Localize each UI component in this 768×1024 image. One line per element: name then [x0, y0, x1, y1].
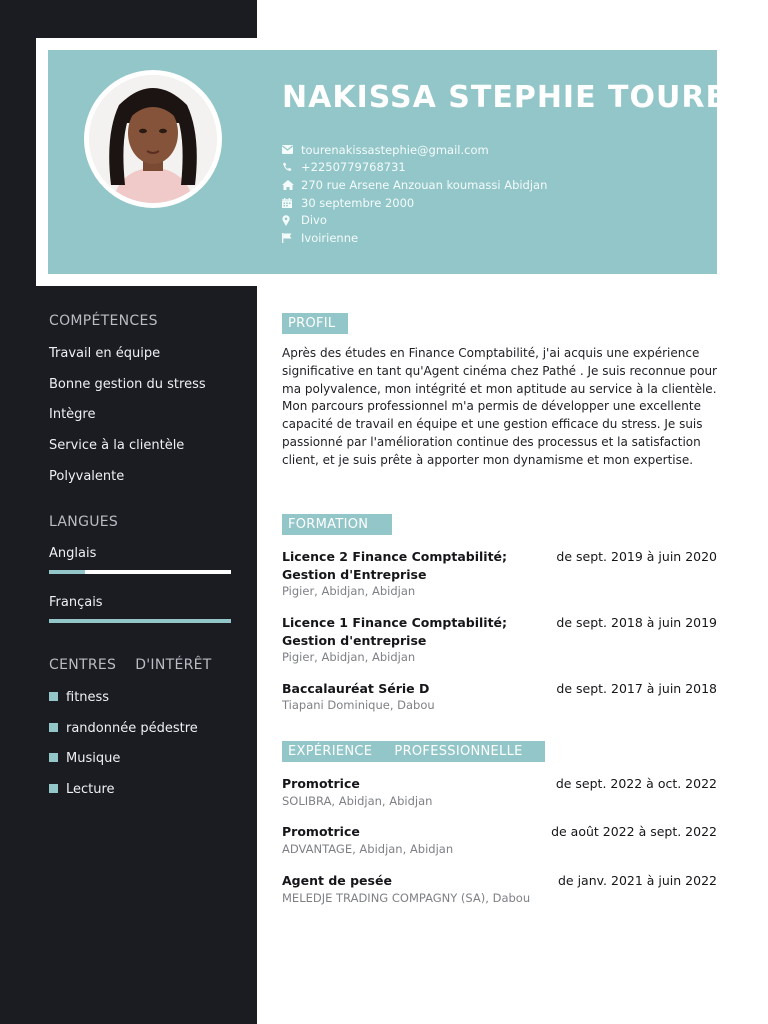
- interest-item: [49, 751, 120, 766]
- flag-icon: [282, 233, 301, 243]
- skill-item: Polyvalente: [49, 469, 125, 484]
- contact-birthplace: [282, 211, 547, 229]
- education-title: Baccalauréat Série D: [282, 681, 430, 696]
- calendar-icon: [282, 198, 301, 208]
- education-heading: FORMATION: [282, 514, 392, 535]
- square-bullet-icon: [49, 723, 58, 732]
- profile-text: Après des études en Finance Comptabilité, j'ai acquis une expérience significative en tant qu'Agent cinéma chez Pathé . Je suis reconnue pour ma polyvalence, mon intégrité et mon aptitude au service à la clientèle. Mon parcours professionnel m'a permis de développer une excellente capacité de travail en équipe et une gestion efficace du stress. Je suis passionné par l'amélioration continue des processus et la satisfaction client, et je suis prête à apporter mon dynamisme et mon expertise.: [282, 346, 717, 467]
- contact-nationality: [282, 229, 547, 247]
- language-level-bar: [49, 570, 231, 574]
- language-level-fill: [49, 619, 231, 623]
- candidate-name: NAKISSA STEPHIE TOURE: [282, 80, 727, 115]
- language-name: Français: [49, 595, 103, 610]
- contact-birthdate: [282, 194, 547, 212]
- contact-address: [282, 176, 547, 194]
- contact-address-text: 270 rue Arsene Anzouan koumassi Abidjan: [301, 177, 548, 192]
- skill-item: Service à la clientèle: [49, 438, 185, 453]
- education-title: Licence 1 Finance Comptabilité; Gestion d'entreprise: [282, 615, 508, 648]
- experience-date: de sept. 2022 à oct. 2022: [555, 776, 717, 791]
- experience-title: Promotrice: [282, 824, 360, 839]
- skill-item: Bonne gestion du stress: [49, 377, 206, 392]
- education-date: de sept. 2018 à juin 2019: [556, 615, 717, 630]
- experience-place: MELEDJE TRADING COMPAGNY (SA), Dabou: [282, 891, 531, 905]
- experience-title: Agent de pesée: [282, 873, 392, 888]
- map-pin-icon: [282, 215, 301, 226]
- contact-phone[interactable]: [282, 159, 547, 177]
- education-date: de sept. 2019 à juin 2020: [556, 549, 717, 564]
- avatar: [89, 75, 217, 203]
- interest-label: Lecture: [66, 782, 115, 797]
- contact-list: [282, 141, 547, 247]
- education-place: Tiapani Dominique, Dabou: [282, 698, 435, 712]
- contact-birthdate-text: 30 septembre 2000: [301, 195, 415, 210]
- contact-email[interactable]: [282, 141, 547, 159]
- languages-heading: LANGUES: [49, 514, 119, 530]
- skill-item: Travail en équipe: [49, 346, 161, 361]
- interest-label: Musique: [66, 751, 121, 766]
- interests-heading: CENTRES D'INTÉRÊT: [49, 657, 212, 673]
- language-level-bar: [49, 619, 231, 623]
- contact-nationality-text: Ivoirienne: [301, 230, 359, 245]
- envelope-icon: [282, 145, 301, 154]
- skill-item: Intègre: [49, 407, 96, 422]
- education-title: Licence 2 Finance Comptabilité; Gestion d'Entreprise: [282, 549, 508, 582]
- language-level-fill: [49, 570, 85, 574]
- experience-title: Promotrice: [282, 776, 360, 791]
- interest-item: [49, 690, 109, 705]
- home-icon: [282, 180, 301, 190]
- education-date: de sept. 2017 à juin 2018: [556, 681, 717, 696]
- contact-phone-text: +2250779768731: [301, 160, 406, 175]
- phone-icon: [282, 162, 301, 172]
- language-name: Anglais: [49, 546, 97, 561]
- experience-place: ADVANTAGE, Abidjan, Abidjan: [282, 842, 454, 856]
- profile-photo: [84, 70, 222, 208]
- interest-label: randonnée pédestre: [66, 721, 198, 736]
- contact-birthplace-text: Divo: [301, 213, 327, 228]
- interest-item: [49, 721, 198, 736]
- experience-date: de août 2022 à sept. 2022: [551, 824, 717, 839]
- experience-place: SOLIBRA, Abidjan, Abidjan: [282, 794, 433, 808]
- square-bullet-icon: [49, 753, 58, 762]
- education-place: Pigier, Abidjan, Abidjan: [282, 584, 416, 598]
- square-bullet-icon: [49, 784, 58, 793]
- experience-heading: EXPÉRIENCE PROFESSIONNELLE: [282, 741, 545, 762]
- skills-heading: COMPÉTENCES: [49, 313, 158, 329]
- profile-heading: PROFIL: [282, 313, 348, 334]
- education-place: Pigier, Abidjan, Abidjan: [282, 650, 416, 664]
- experience-date: de janv. 2021 à juin 2022: [557, 873, 717, 888]
- interest-item: [49, 782, 115, 797]
- interest-label: fitness: [66, 690, 110, 705]
- square-bullet-icon: [49, 692, 58, 701]
- contact-email-text: tourenakissastephie@gmail.com: [301, 142, 489, 157]
